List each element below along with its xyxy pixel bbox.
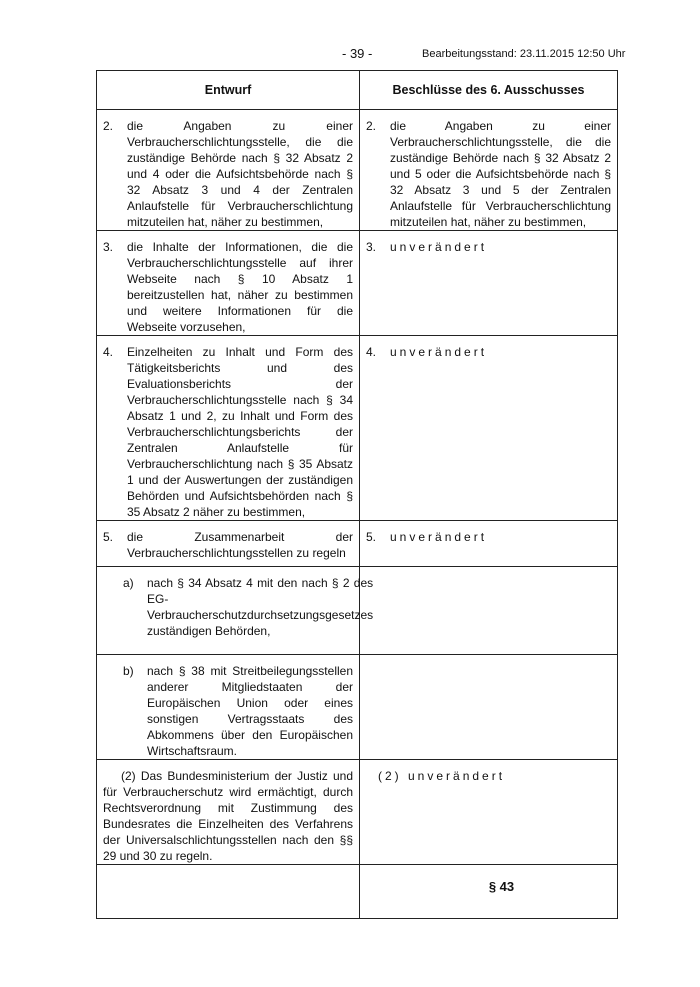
right-cell	[360, 110, 618, 231]
right-cell	[360, 760, 618, 865]
item-text: Einzelheiten zu Inhalt und Form des Tätigkeitsberichts und des Evaluationsberichts der Verbraucherschlichtungsstelle nach § 34 Absatz 1 und 2, zu Inhalt und Form des Verbraucherschlichtungsberichts der Zentralen Anlaufstelle für Verbraucherschlichtung nach § 35 Absatz 1 und der Auswertungen der zuständigen Behörden und Aufsichtsbehörden nach § 35 Absatz 2 näher zu bestimmen,	[127, 345, 353, 519]
item-number: 3.	[103, 240, 114, 254]
column-header-draft: Entwurf	[97, 71, 360, 110]
table-row	[97, 760, 618, 865]
left-cell	[97, 655, 360, 760]
left-cell	[97, 110, 360, 231]
right-cell	[360, 336, 618, 521]
item-text: die Angaben zu einer Verbraucherschlichtungsstelle, die die zuständige Behörde nach § 32 Absatz 2 und 5 oder die Aufsichtsbehörde nach § 32 Absatz 3 und 5 der Zentralen Anlaufstelle für Verbraucherschlichtung mitzuteilen hat, näher zu bestimmen,	[390, 119, 611, 229]
left-cell	[97, 567, 374, 655]
item-text: die Zusammenarbeit der Verbraucherschlichtungsstellen zu regeln	[127, 530, 353, 560]
item-number: 5.	[103, 530, 114, 544]
item-number: 2.	[103, 119, 114, 133]
item-number: 2.	[366, 119, 377, 133]
right-cell	[360, 655, 618, 760]
left-cell	[97, 760, 360, 865]
item-text: die Angaben zu einer Verbraucherschlichtungsstelle, die die zuständige Behörde nach § 32 Absatz 2 und 4 oder die Aufsichtsbehörde nach § 32 Absatz 3 und 4 der Zentralen Anlaufstelle für Verbraucherschlichtung mitzuteilen hat, näher zu bestimmen,	[127, 119, 353, 229]
item-number: 3.	[366, 240, 377, 254]
left-cell	[97, 231, 360, 336]
paragraph-text: (2) unverändert	[378, 769, 506, 783]
right-cell	[360, 567, 618, 655]
left-cell	[97, 865, 360, 919]
item-text: die Inhalte der Informationen, die die Verbraucherschlichtungsstelle auf ihrer Webseite nach § 10 Absatz 1 bereitzustellen hat, näher zu bestimmen und weitere Informationen für die Webseite vorzusehen,	[127, 240, 353, 334]
table-header-row	[97, 71, 618, 110]
item-text: unverändert	[390, 240, 488, 254]
item-text: unverändert	[390, 345, 488, 359]
item-number: 4.	[103, 345, 114, 359]
item-text: nach § 38 mit Streitbeilegungsstellen anderer Mitgliedstaaten der Europäischen Union oder eines sonstigen Vertragsstaats des Abkommens über den Europäischen Wirtschaftsraum.	[147, 664, 353, 758]
section-heading: § 43	[488, 879, 515, 894]
item-text: unverändert	[390, 530, 488, 544]
comparison-table	[96, 70, 618, 919]
right-cell	[360, 865, 618, 919]
table-row	[97, 336, 618, 521]
page-number: - 39 -	[342, 46, 373, 61]
table-row	[97, 231, 618, 336]
item-text: nach § 34 Absatz 4 mit den nach § 2 des EG-Verbraucherschutzdurchsetzungsgesetzes zuständigen Behörden,	[147, 576, 374, 638]
processing-status: Bearbeitungsstand: 23.11.2015 12:50 Uhr	[422, 48, 626, 60]
paragraph-text: (2) Das Bundesministerium der Justiz und für Verbraucherschutz wird ermächtigt, durch Rechtsverordnung mit Zustimmung des Bundesrates die Einzelheiten des Verfahrens der Universalschlichtungsstellen nach den §§ 29 und 30 zu regeln.	[103, 769, 353, 863]
item-number: 5.	[366, 530, 377, 544]
subitem-label: a)	[123, 576, 134, 590]
item-number: 4.	[366, 345, 377, 359]
table-row	[97, 567, 618, 655]
left-cell	[97, 521, 360, 567]
table-row	[97, 655, 618, 760]
table-row	[97, 865, 618, 919]
column-header-committee: Beschlüsse des 6. Ausschusses	[360, 71, 618, 110]
right-cell	[360, 231, 618, 336]
right-cell	[360, 521, 618, 567]
subitem-label: b)	[123, 664, 134, 678]
table-row	[97, 521, 618, 567]
table-row	[97, 110, 618, 231]
left-cell	[97, 336, 360, 521]
